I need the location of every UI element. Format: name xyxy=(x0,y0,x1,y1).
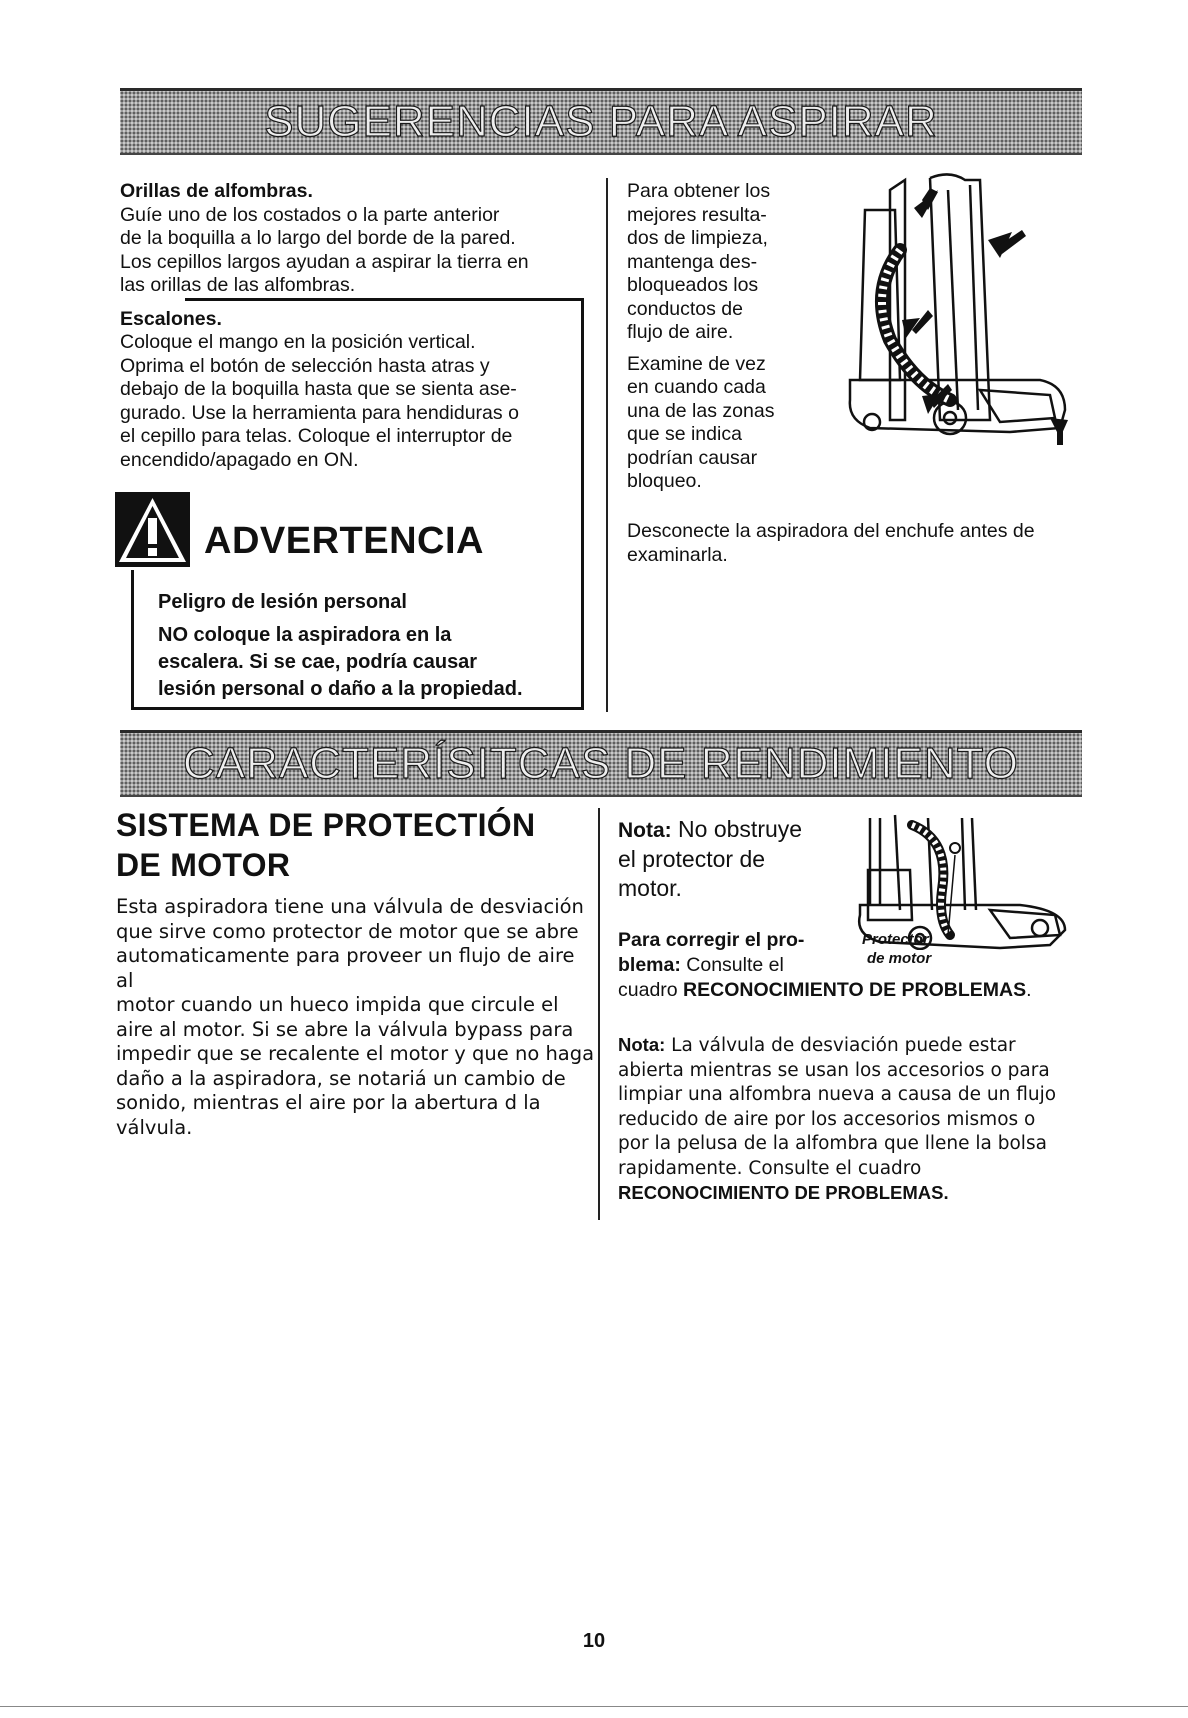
text-line: abierta mientras se usan los accesorios o para xyxy=(618,1059,1050,1081)
text-line: dos de limpieza, xyxy=(627,227,768,249)
fix-text: . xyxy=(1026,979,1032,1001)
page-edge xyxy=(0,1706,1188,1707)
text-line: que se indica xyxy=(627,423,742,445)
page-number: 10 xyxy=(582,1630,606,1652)
nota-text: La válvula de desviación puede estar xyxy=(665,1035,1016,1056)
stairs-heading: Escalones. xyxy=(120,307,222,330)
motor-protection-body xyxy=(116,895,596,1140)
warning-line: Peligro de lesión personal xyxy=(158,591,407,613)
warning-line: lesión personal o daño a la propiedad. xyxy=(158,678,523,700)
airflow-text xyxy=(627,180,827,494)
warning-text xyxy=(158,589,523,703)
text-line: que sirve como protector de motor que se abre xyxy=(116,919,579,943)
text-line: daño a la aspiradora, se notariá un cambio de xyxy=(116,1066,566,1090)
section-banner-performance xyxy=(120,730,1082,797)
figure-label-line: Protector xyxy=(862,931,929,948)
banner-title: CARACTERÍSITCAS DE RENDIMIENTO xyxy=(183,739,1019,788)
warning-title: ADVERTENCIA xyxy=(204,520,484,562)
text-line: en cuando cada xyxy=(627,376,766,398)
text-line: rapidamente. Consulte el cuadro xyxy=(618,1157,922,1179)
warning-border-bottom xyxy=(131,707,584,710)
vacuum-airflow-illustration xyxy=(830,170,1070,460)
nota-1 xyxy=(618,815,848,903)
text-line: encendido/apagado en ON. xyxy=(120,448,359,471)
column-divider xyxy=(606,178,608,712)
fix-text: Consulte el xyxy=(680,954,784,976)
text-line: flujo de aire. xyxy=(627,321,734,343)
nota-text: motor. xyxy=(618,875,682,901)
warning-border-left-outer xyxy=(131,570,134,710)
carpet-edges-section xyxy=(120,180,580,472)
text-line: Desconecte la aspiradora del enchufe antes de xyxy=(627,520,1035,542)
text-line: conductos de xyxy=(627,297,744,320)
text-line: limpiar una alfombra nueva a causa de un flujo xyxy=(618,1084,1057,1105)
fix-text: cuadro xyxy=(618,979,684,1001)
section-heading: SISTEMA DE PROTECTIÓN xyxy=(116,807,536,843)
troubleshooting-ref: RECONOCIMIENTO DE PROBLEMAS xyxy=(683,979,1027,1001)
text-line: automaticamente para proveer un flujo de aire al xyxy=(116,944,575,992)
nota-text: el protector de xyxy=(618,846,766,872)
text-line: bloqueados los xyxy=(627,274,759,296)
nota-label: Nota: xyxy=(618,819,672,842)
text-line: sonido, mientras el aire por la abertura d la xyxy=(116,1091,541,1114)
warning-border-right xyxy=(581,298,584,710)
nota-2 xyxy=(618,1033,1098,1206)
text-line: examinarla. xyxy=(627,543,728,566)
text-line: debajo de la boquilla hasta que se sienta ase- xyxy=(120,378,517,400)
text-line: reducido de aire por los accesorios mismos o xyxy=(618,1108,1036,1130)
warning-line: NO coloque la aspiradora en la xyxy=(158,624,452,646)
fix-label: blema: xyxy=(618,954,681,976)
carpet-edges-heading: Orillas de alfombras. xyxy=(120,180,313,202)
text-line: Examine de vez xyxy=(627,352,766,375)
text-line: Guíe uno de los costados o la parte anterior xyxy=(120,203,500,226)
column-divider xyxy=(598,808,600,1220)
text-line: gurado. Use la herramienta para hendiduras o xyxy=(120,401,519,424)
warning-line: escalera. Si se cae, podría causar xyxy=(158,651,478,673)
text-line: por la pelusa de la alfombra que llene la bolsa xyxy=(618,1133,1047,1154)
text-line: el cepillo para telas. Coloque el interruptor de xyxy=(120,425,513,447)
unplug-text xyxy=(627,520,1097,567)
text-line: podrían causar xyxy=(627,446,758,469)
troubleshooting-ref: RECONOCIMIENTO DE PROBLEMAS. xyxy=(618,1182,949,1203)
text-line: las orillas de las alfombras. xyxy=(120,274,356,296)
warning-triangle-icon xyxy=(115,492,190,567)
section-heading: DE MOTOR xyxy=(116,847,291,883)
banner-title: SUGERENCIAS PARA ASPIRAR xyxy=(264,97,938,146)
text-line: bloqueo. xyxy=(627,470,702,492)
text-line: Esta aspiradora tiene una válvula de desviación xyxy=(116,895,584,918)
text-line: Los cepillos largos ayudan a aspirar la tierra en xyxy=(120,250,529,273)
text-line: motor cuando un hueco impida que circule el xyxy=(116,993,559,1016)
text-line: Para obtener los xyxy=(627,180,771,202)
text-line: mantenga des- xyxy=(627,250,758,273)
text-line: Oprima el botón de selección hasta atras y xyxy=(120,354,490,377)
fix-label: Para corregir el pro- xyxy=(618,929,805,951)
text-line: de la boquilla a lo largo del borde de la pared. xyxy=(120,227,516,249)
warning-border-top xyxy=(185,298,584,301)
text-line: impedir que se recalente el motor y que no haga xyxy=(116,1042,595,1065)
motor-protection-section xyxy=(116,805,596,1140)
text-line: aire al motor. Si se abre la válvula bypass para xyxy=(116,1017,574,1041)
fix-problem-text xyxy=(618,928,1098,1003)
nota-text: No obstruye xyxy=(671,816,803,842)
text-line: Coloque el mango en la posición vertical. xyxy=(120,331,476,353)
text-line: una de las zonas xyxy=(627,399,775,422)
text-line: mejores resulta- xyxy=(627,203,767,226)
nota-label: Nota: xyxy=(618,1034,666,1055)
section-banner-suggestions xyxy=(120,88,1082,155)
text-line: válvula. xyxy=(116,1115,193,1139)
figure-label-line: de motor xyxy=(867,950,932,967)
